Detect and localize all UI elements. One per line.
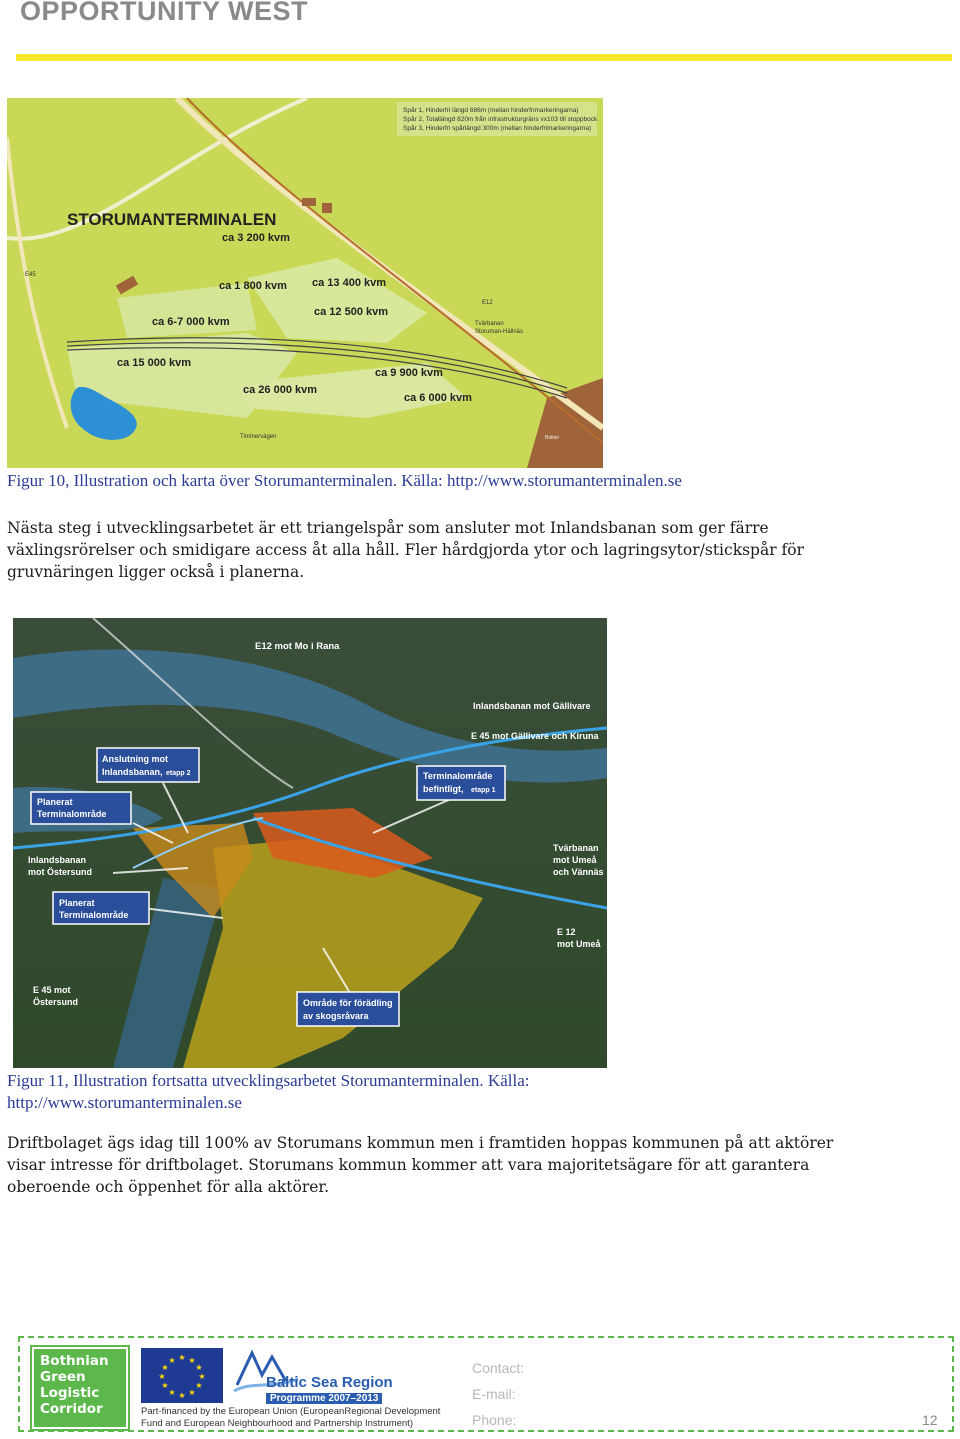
logo-text: Green <box>40 1369 86 1385</box>
svg-text:★: ★ <box>195 1381 203 1390</box>
label-inlandsbanan-ostersund: Inlandsbanan <box>28 855 87 865</box>
paragraph-line: oberoende och öppenhet för alla aktörer. <box>7 1178 330 1196</box>
paragraph-line: Driftbolaget ägs idag till 100% av Storumans kommun men i framtiden hoppas kommunen på att aktörer <box>7 1134 834 1152</box>
header-divider-bar <box>16 54 952 61</box>
road-label-timmervagen: Timmervägen <box>240 434 277 440</box>
paragraph-line: Nästa steg i utvecklingsarbetet är ett triangelspår som ansluter mot Inlandsbanan som ger färre <box>7 519 769 537</box>
label-tvarbanan: och Vännäs <box>553 867 604 877</box>
svg-text:★: ★ <box>161 1381 169 1390</box>
callout-text: Anslutning mot <box>102 754 168 764</box>
svg-text:★: ★ <box>158 1372 166 1381</box>
label-boliter: Boliter <box>545 435 560 441</box>
map-legend-line-3: Spår 3, Hinderfri spårlängd 300m (mellan hinderfrimarkeringarna) <box>403 125 592 132</box>
area-label: ca 9 900 kvm <box>375 367 443 379</box>
callout-text: Terminalområde <box>59 910 129 920</box>
paragraph-1 <box>7 517 947 583</box>
caption-line: Figur 11, Illustration fortsatta utvecklingsarbetet Storumanterminalen. Källa: <box>7 1071 530 1090</box>
caption-line: http://www.storumanterminalen.se <box>7 1093 242 1112</box>
svg-text:★: ★ <box>178 1353 186 1362</box>
callout-text: Inlandsbanan, <box>102 767 163 777</box>
paragraph-line: visar intresse för driftbolaget. Storumans kommun kommer att vara majoritetsägare för att garantera <box>7 1156 810 1174</box>
callout-text: befintligt, <box>423 784 464 794</box>
area-label: ca 3 200 kvm <box>222 232 290 244</box>
document-header-title: OPPORTUNITY WEST <box>20 0 309 26</box>
area-label: ca 6 000 kvm <box>404 392 472 404</box>
label-e45-ostersund: Östersund <box>33 997 79 1007</box>
financing-line: Part-financed by the European Union (EuropeanRegional Development <box>141 1406 441 1417</box>
road-label-e45: E45 <box>25 272 36 278</box>
bsr-title: Baltic Sea Region <box>266 1374 393 1391</box>
label-e12-rana: E12 mot Mo i Rana <box>255 641 340 652</box>
label-e45-ostersund: E 45 mot <box>33 985 71 995</box>
area-label: ca 6-7 000 kvm <box>152 316 230 328</box>
callout-text: av skogsråvara <box>303 1011 369 1021</box>
label-tvarbanan: mot Umeå <box>553 855 597 865</box>
logo-text: Logistic <box>40 1385 100 1401</box>
storuman-terminal-map <box>7 98 603 468</box>
svg-text:★: ★ <box>188 1388 196 1397</box>
map-legend-line-1: Spår 1, Hinderfri längd 686m (mellan hinderfrimarkeringarna) <box>403 107 579 114</box>
storuman-aerial-illustration <box>13 618 607 1068</box>
callout-text: Planerat <box>37 797 73 807</box>
area-label: ca 15 000 kvm <box>117 357 192 369</box>
financing-statement <box>141 1406 440 1430</box>
callout-text: etapp 1 <box>471 787 496 794</box>
label-e45-gallivare: E 45 mot Gällivare och Kiruna <box>471 731 599 741</box>
area-label: ca 26 000 kvm <box>243 384 318 396</box>
paragraph-line: gruvnäringen ligger också i planerna. <box>7 563 305 581</box>
map-legend-line-2: Spår 2, Totallängd 820m från infrastrukturgräns vx103 till stoppbock <box>403 116 598 123</box>
paragraph-line: växlingsrörelser och smidigare access åt alla håll. Fler hårdgjorda ytor och lagringsytor/stickspår för <box>7 541 805 559</box>
figure-10-caption: Figur 10, Illustration och karta över Storumanterminalen. Källa: http://www.storumanterminalen.se <box>7 471 682 490</box>
label-inlandsbanan-gallivare: Inlandsbanan mot Gällivare <box>473 701 591 711</box>
rail-label-storuman: Storuman-Hällnäs <box>475 329 524 335</box>
figure-11-caption <box>7 1070 529 1114</box>
bsr-programme: Programme 2007–2013 <box>266 1393 382 1404</box>
area-label: ca 13 400 kvm <box>312 277 387 289</box>
financing-line: Fund and European Neighbourhood and Partnership Instrument) <box>141 1418 413 1429</box>
rail-label-tvarbanan: Tvärbanan <box>475 321 504 327</box>
eu-flag-logo <box>141 1348 223 1403</box>
phone-label: Phone: <box>472 1412 517 1428</box>
page-number: 12 <box>922 1412 938 1428</box>
svg-text:★: ★ <box>168 1356 176 1365</box>
contact-label: Contact: <box>472 1360 525 1376</box>
callout-text: etapp 2 <box>166 770 191 777</box>
bgl-corridor-logo <box>32 1347 128 1429</box>
map-title: STORUMANTERMINALEN <box>67 210 277 229</box>
label-inlandsbanan-ostersund: mot Östersund <box>28 867 93 877</box>
label-tvarbanan: Tvärbanan <box>553 843 599 853</box>
callout-text: Planerat <box>59 898 95 908</box>
logo-text: Bothnian <box>40 1353 109 1369</box>
svg-text:★: ★ <box>168 1388 176 1397</box>
callout-text: Terminalområde <box>37 809 107 819</box>
svg-text:★: ★ <box>188 1356 196 1365</box>
area-label: ca 12 500 kvm <box>314 306 389 318</box>
svg-text:★: ★ <box>161 1363 169 1372</box>
svg-text:★: ★ <box>178 1391 186 1400</box>
callout-text: Område för förädling <box>303 998 393 1008</box>
paragraph-2 <box>7 1132 947 1198</box>
label-e12-umea: mot Umeå <box>557 939 601 949</box>
svg-text:★: ★ <box>198 1372 206 1381</box>
road-label-e12: E12 <box>482 300 493 306</box>
svg-text:★: ★ <box>195 1363 203 1372</box>
email-label: E-mail: <box>472 1386 516 1402</box>
logo-text: Corridor <box>40 1401 103 1417</box>
label-e12-umea: E 12 <box>557 927 576 937</box>
area-label: ca 1 800 kvm <box>219 280 287 292</box>
callout-text: Terminalområde <box>423 771 493 781</box>
